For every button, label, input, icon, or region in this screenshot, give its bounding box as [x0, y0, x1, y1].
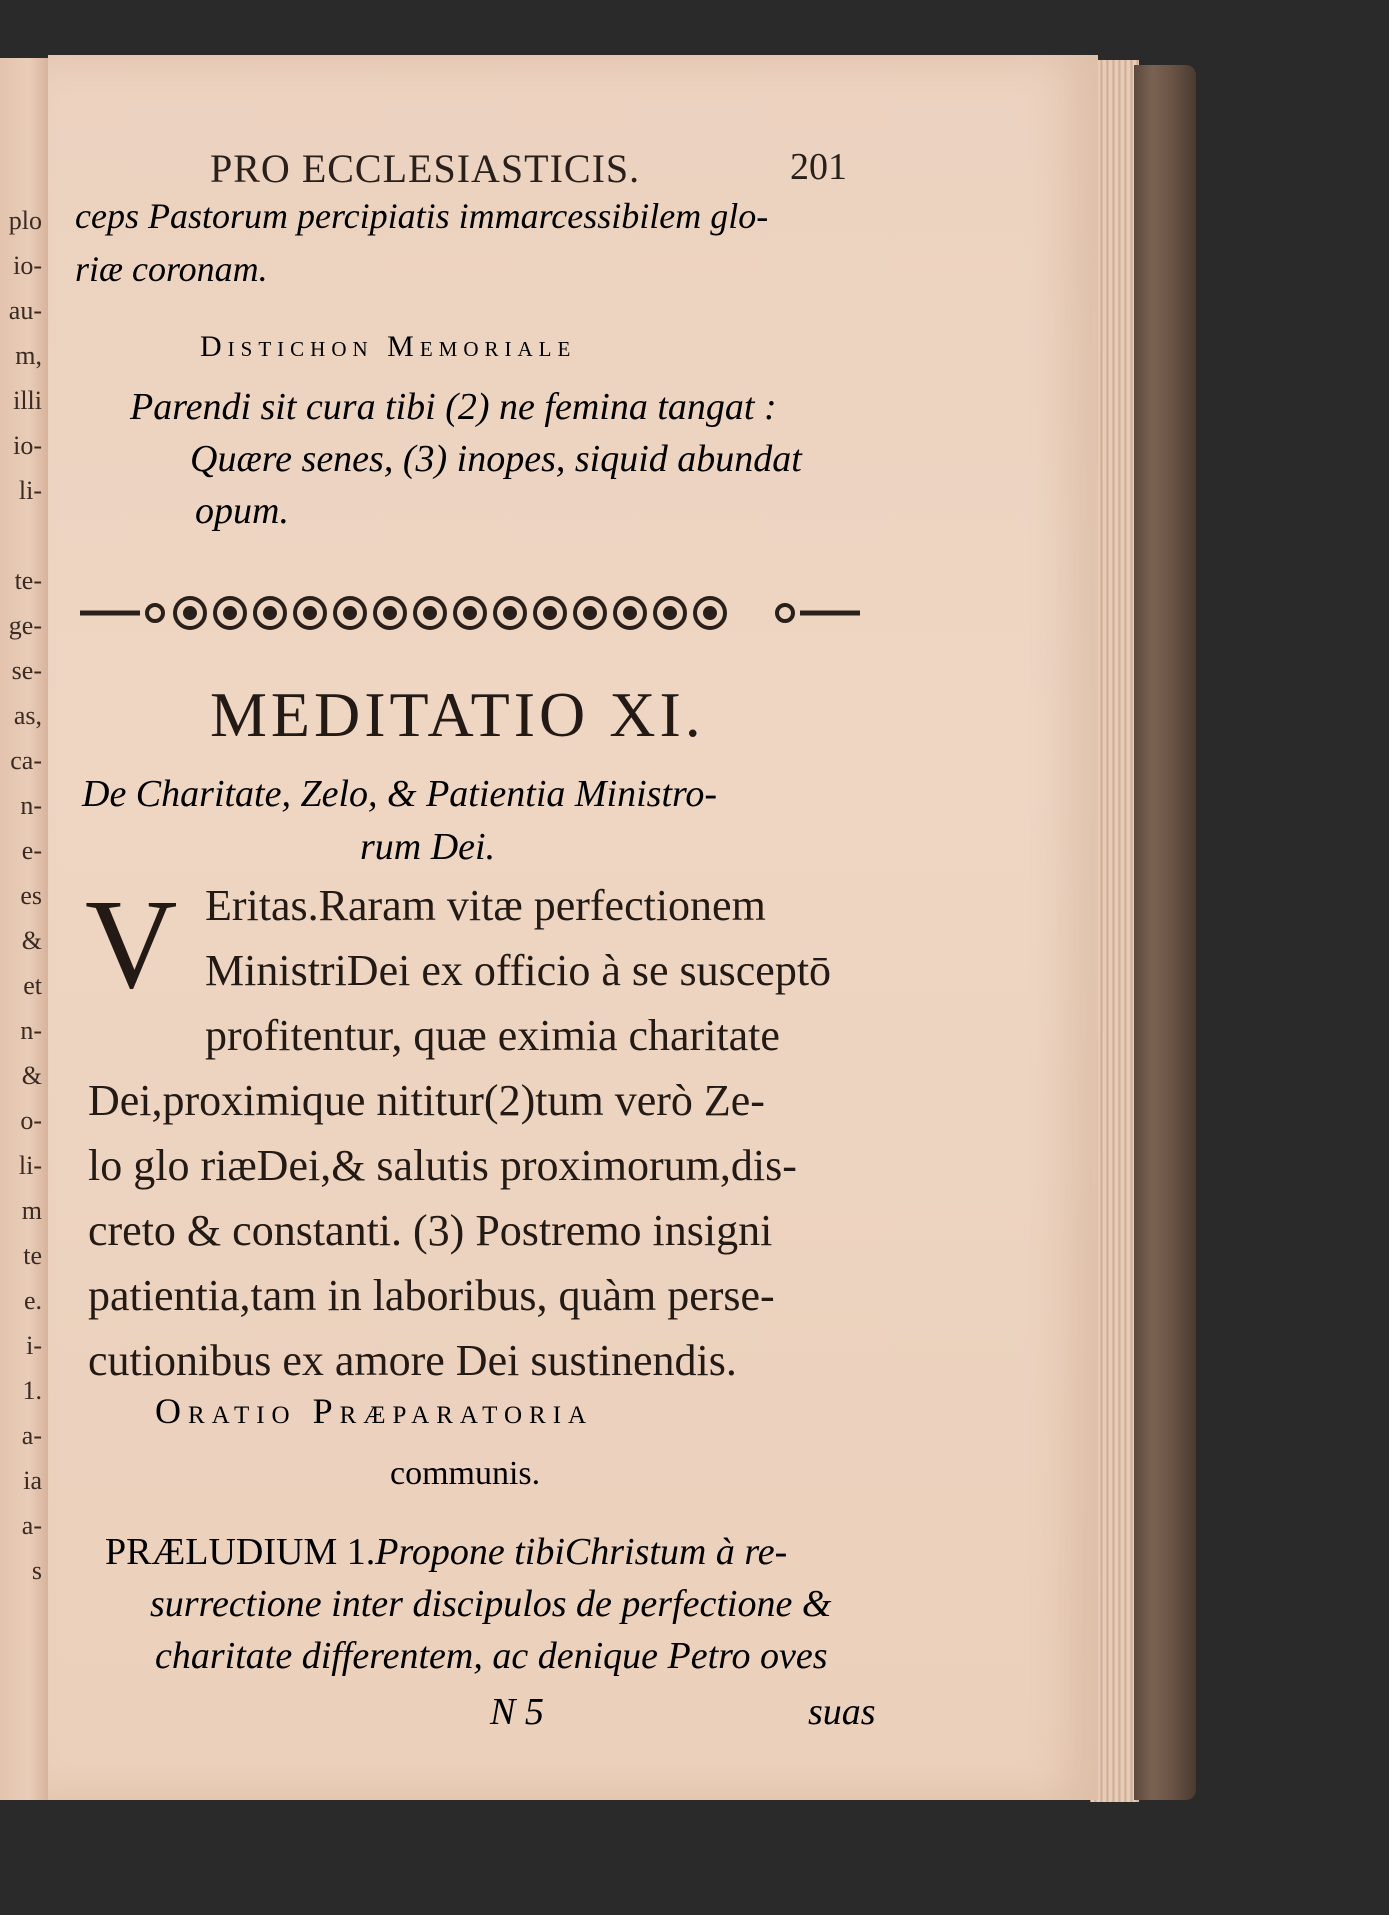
- ornament-rosette-center: [665, 608, 675, 618]
- facing-page-fragment: i-: [26, 1331, 42, 1360]
- ornament-rosette-center: [705, 608, 715, 618]
- body-line: MinistriDei ex officio à se susceptō: [205, 946, 832, 995]
- facing-page-edge: [0, 58, 50, 1800]
- ornament-rosette-center: [345, 608, 355, 618]
- ornament-rosette-center: [385, 608, 395, 618]
- running-head: PRO ECCLESIASTICIS.: [210, 146, 641, 191]
- facing-page-fragment: es: [20, 881, 42, 910]
- facing-page-text-fragments: [0, 198, 46, 1593]
- facing-page-fragment: n-: [20, 1016, 42, 1045]
- facing-page-fragment: s: [31, 1556, 42, 1585]
- ornament-rosette-center: [265, 608, 275, 618]
- facing-page-fragment: li-: [18, 1151, 42, 1180]
- facing-page-fragment: au-: [8, 296, 42, 325]
- facing-page-fragment: m: [21, 1196, 42, 1225]
- printers-ornament-divider: [80, 588, 860, 638]
- distichon-line-1: Parendi sit cura tibi (2) ne femina tangat :: [130, 386, 777, 428]
- facing-page-fragment: e-: [21, 836, 42, 865]
- praeludium-line-1: [105, 1530, 787, 1574]
- ornament-rosette-center: [185, 608, 195, 618]
- facing-page-fragment: ge-: [8, 611, 42, 640]
- facing-page-fragment: plo: [8, 206, 42, 235]
- ornament-rosette-center: [625, 608, 635, 618]
- ornament-rosette-center: [225, 608, 235, 618]
- praeludium-line-2: surrectione inter discipulos de perfectione &: [150, 1583, 832, 1625]
- carryover-line-1: ceps Pastorum percipiatis immarcessibilem glo-: [75, 196, 769, 236]
- body-line: Dei,proximique nititur(2)tum verò Ze-: [88, 1076, 765, 1125]
- facing-page-fragment: 1.: [22, 1376, 42, 1405]
- drop-capital: V: [85, 873, 178, 1015]
- facing-page-fragment: io-: [13, 431, 42, 460]
- facing-page-fragment: ca-: [10, 746, 42, 775]
- book-cover-edge: [1134, 65, 1196, 1800]
- facing-page-fragment: li-: [18, 476, 42, 505]
- facing-page-fragment: illi: [13, 386, 42, 415]
- meditation-title: MEDITATIO XI.: [210, 679, 705, 750]
- facing-page-fragment: te: [23, 1241, 42, 1270]
- oratio-heading: Oratio Præparatoria: [155, 1391, 594, 1431]
- body-line: lo glo riæDei,& salutis proximorum,dis-: [88, 1141, 797, 1190]
- ornament-rosette-center: [545, 608, 555, 618]
- body-line: patientia,tam in laboribus, quàm perse-: [88, 1271, 775, 1320]
- carryover-line-2: riæ coronam.: [75, 249, 268, 289]
- body-line: creto & constanti. (3) Postremo insigni: [88, 1206, 773, 1255]
- praeludium-line-3: charitate differentem, ac denique Petro oves: [155, 1635, 828, 1677]
- facing-page-fragment: as,: [13, 701, 42, 730]
- facing-page-fragment: te-: [14, 566, 42, 595]
- distichon-heading: Distichon Memoriale: [200, 330, 577, 363]
- praeludium-label: PRÆLUDIUM 1.: [105, 1531, 376, 1573]
- facing-page-fragment: &: [21, 1061, 42, 1090]
- body-line: Eritas.Raram vitæ perfectionem: [205, 881, 766, 930]
- ornament-rosette-center: [305, 608, 315, 618]
- meditation-subtitle-line-1: De Charitate, Zelo, & Patientia Ministro-: [82, 773, 718, 815]
- signature-mark: N 5: [490, 1691, 544, 1733]
- oratio-subheading: communis.: [390, 1455, 541, 1492]
- facing-page-fragment: se-: [11, 656, 42, 685]
- facing-page-fragment: &: [21, 926, 42, 955]
- ornament-rosette-center: [425, 608, 435, 618]
- facing-page-fragment: e.: [23, 1286, 42, 1315]
- facing-page-fragment: a-: [21, 1421, 42, 1450]
- distichon-line-3: opum.: [195, 490, 289, 532]
- facing-page-fragment: m,: [15, 341, 42, 370]
- facing-page-fragment: a-: [21, 1511, 42, 1540]
- ornament-rosette-center: [505, 608, 515, 618]
- facing-page-fragment: io-: [13, 251, 42, 280]
- ornament-rosette-center: [585, 608, 595, 618]
- facing-page-fragment: n-: [20, 791, 42, 820]
- facing-page-fragment: et: [23, 971, 42, 1000]
- body-line: cutionibus ex amore Dei sustinendis.: [88, 1336, 737, 1385]
- meditation-subtitle-line-2: rum Dei.: [360, 826, 496, 868]
- praeludium-text-1: Propone tibiChristum à re-: [375, 1531, 788, 1573]
- facing-page-fragment: o-: [20, 1106, 42, 1135]
- facing-page-fragment: [0, 513, 46, 558]
- ornament-rosette-center: [465, 608, 475, 618]
- distichon-line-2: Quære senes, (3) inopes, siquid abundat: [190, 438, 802, 480]
- facing-page-fragment: ia: [23, 1466, 42, 1495]
- catchword: suas: [808, 1691, 876, 1733]
- body-line: profitentur, quæ eximia charitate: [205, 1011, 780, 1060]
- page-number: 201: [790, 146, 847, 188]
